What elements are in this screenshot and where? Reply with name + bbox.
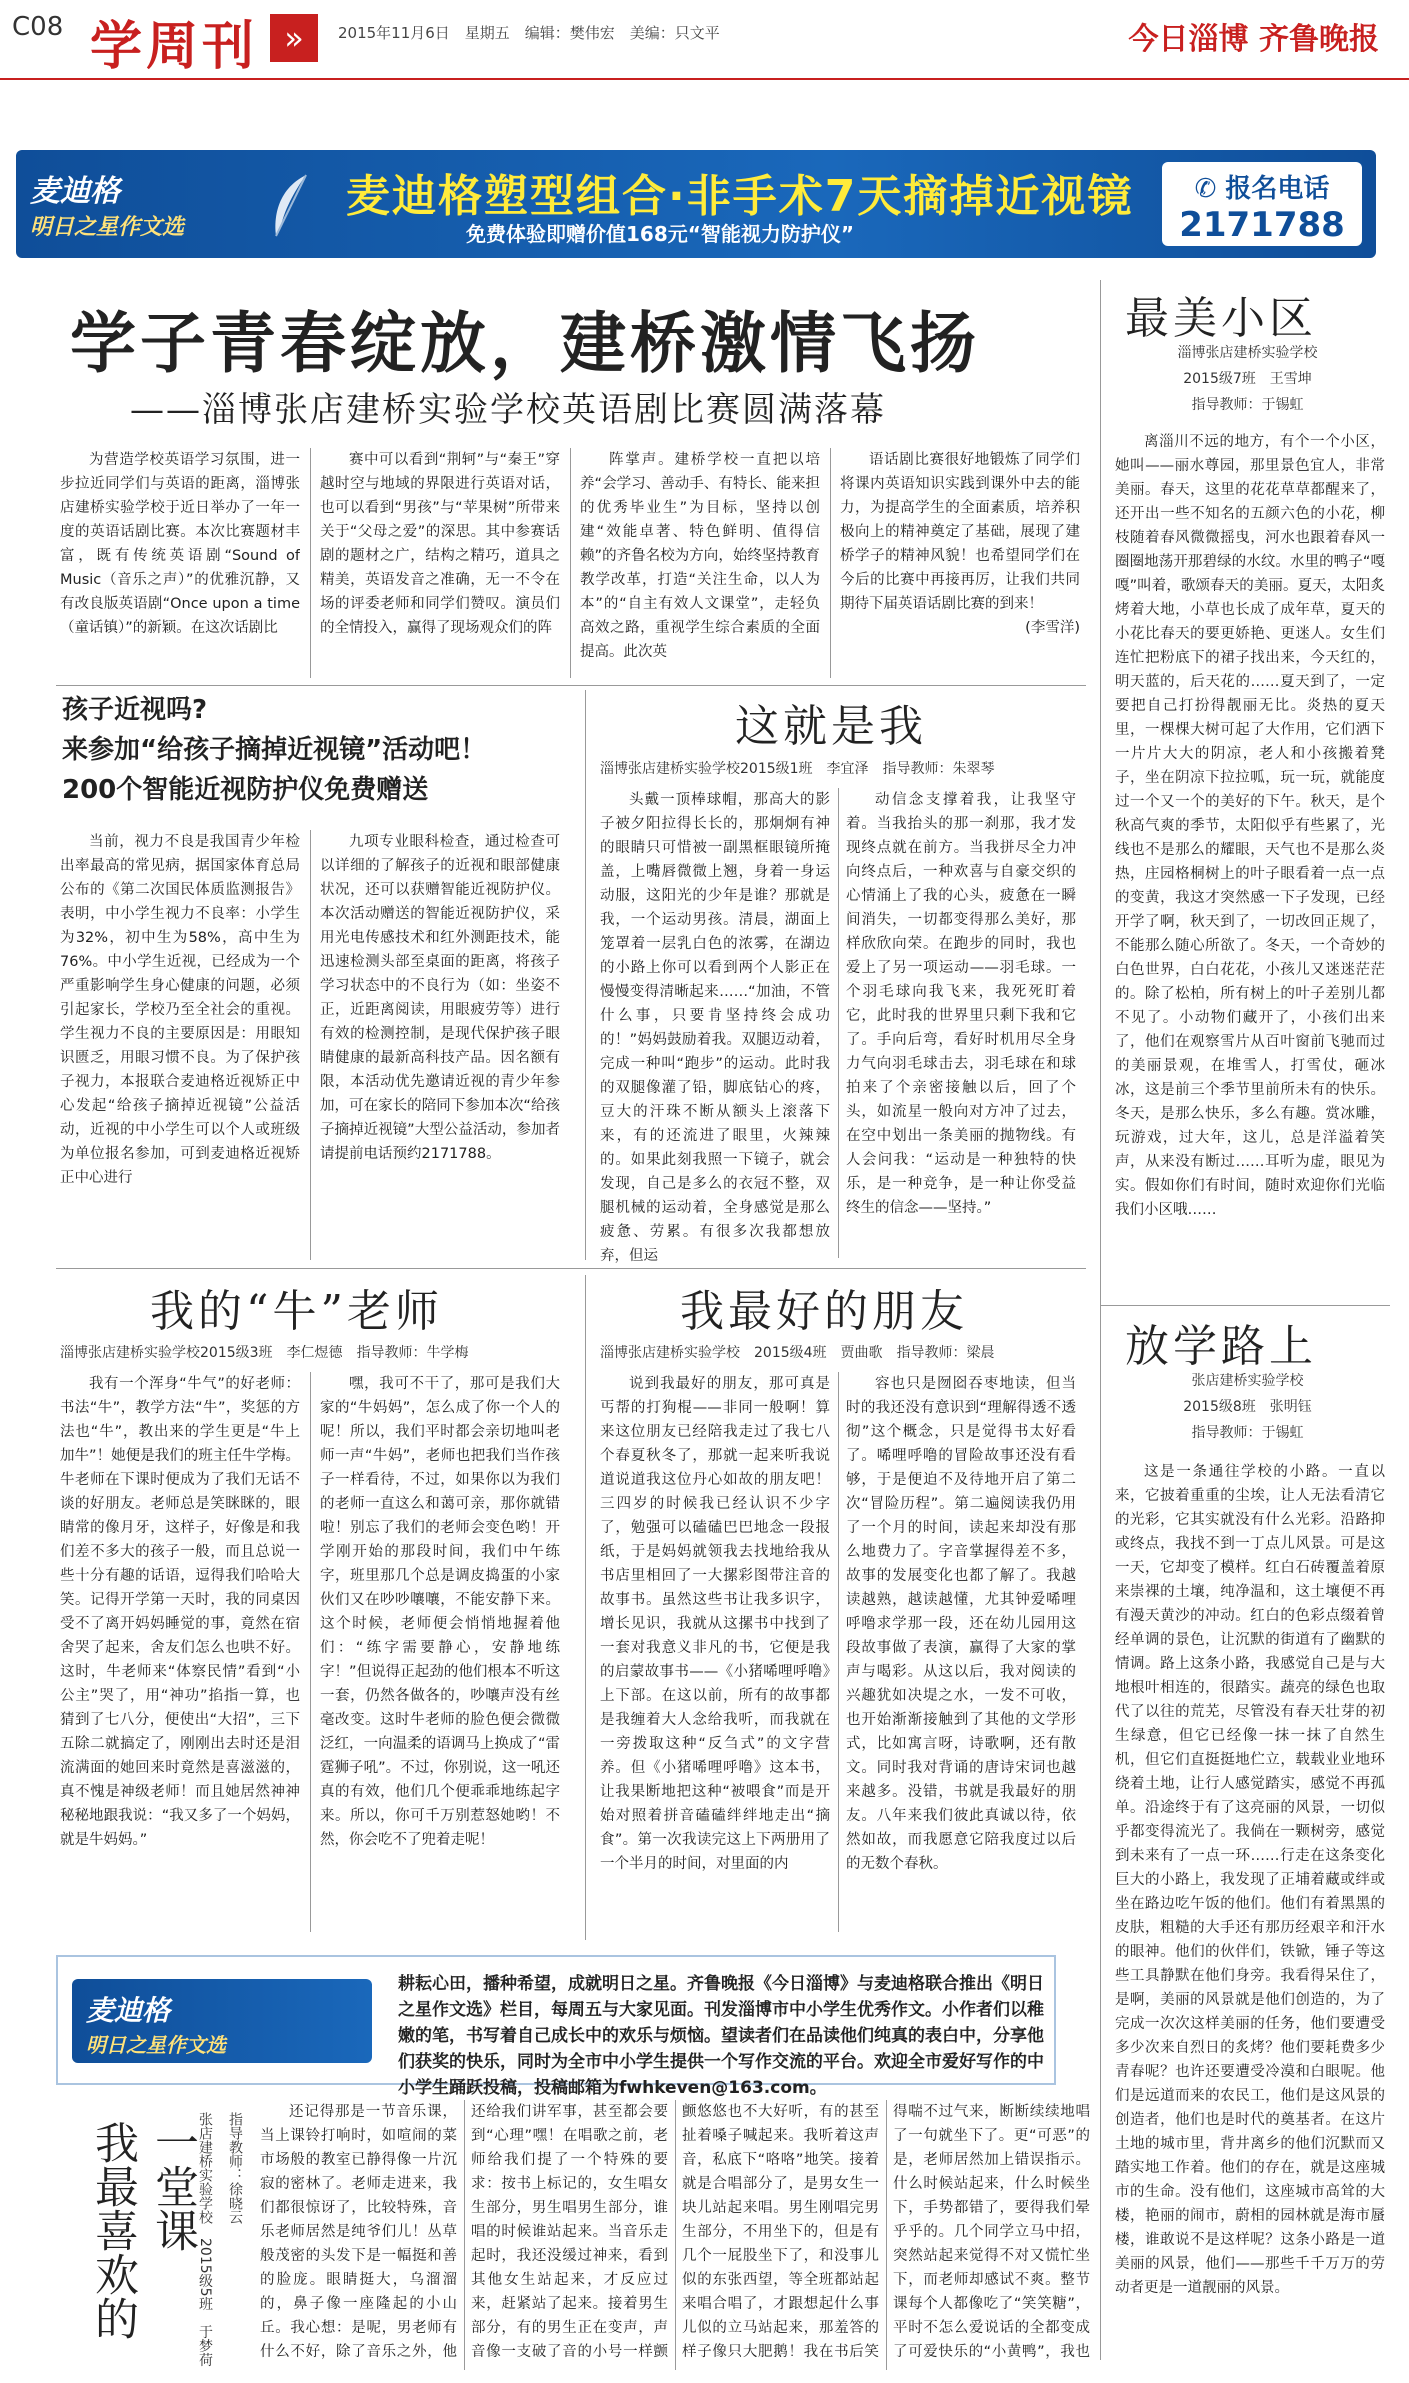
yitangke-teacher: 指导教师：徐晓云 xyxy=(227,2112,243,2224)
divider xyxy=(585,690,586,1260)
divider xyxy=(310,1372,311,1932)
fangxue-teacher: 指导教师：于锡虹 xyxy=(1191,1425,1304,1441)
myopia-col-1-text: 当前，视力不良是我国青少年检出率最高的常见病，据国家体育总局公布的《第二次国民体质监测报告》表明，中小学生视力不良率：小学生为32%，初中生为58%，高中生为76%。中小学生近视，已经成为一个严重影响学生身心健康的问题，必须引起家长，学校乃至全社会的重视。学生视力不良的主要原因是：用眼知识匮乏，用眼习惯不良。为了保护孩子视力，本报联合麦迪格近视矫正中心发起“给孩子摘掉近视镜”公益活动，近视的中小学生可以个人或班级为单位报名参加，可到麦迪格近视矫正中心进行 xyxy=(60,834,300,1186)
zuimei-title: 最美小区 xyxy=(1125,293,1317,344)
phone-icon: ✆ xyxy=(1194,174,1217,204)
article-niu-col-2-text: 嘿，我可不干了，那可是我们大家的“牛妈妈”，怎么成了你一个人的呢！所以，我们平时都会亲切地叫老师一声“牛妈”，老师也把我们当作孩子一样看待，不过，如果你以为我们的老师一直这么和蔼可亲，那你就错啦！别忘了我们的老师会变色哟！开学刚开始的那段时间，我们中午练字，班里那几个总是调皮捣蛋的小家伙们又在吵吵嚷嚷，不能安静下来。这个时候，老师便会悄悄地握着他们：“练字需要静心，安静地练字！”但说得正起劲的他们根本不听这一套，仍然各做各的，吵嚷声没有丝毫改变。这时牛老师的脸色便会微微泛红，一向温柔的语调马上换成了“雷霆狮子吼”。不过，你别说，这一吼还真的有效，他们几个便乖乖地练起字来。所以，你可千万别惹怒她哟！不然，你会吃不了兜着走呢！ xyxy=(320,1376,560,1848)
lead-author: (李雪洋) xyxy=(1025,620,1080,636)
lead-headline: 学子青春绽放，建桥激情飞扬 xyxy=(70,304,980,382)
ad2-logo-sub: 明日之星作文选 xyxy=(86,2033,226,2057)
divider xyxy=(1100,1305,1390,1306)
article-zhe-title: 这就是我 xyxy=(735,701,927,752)
lead-col-1 xyxy=(60,448,300,688)
lead-col-3-text: 阵掌声。建桥学校一直把以培养“会学习、善动手、有特长、能来担的优秀毕业生”为目标，坚持以创建“效能卓著、特色鲜明、值得信赖”的齐鲁名校为方向，始终坚持教育教学改革，打造“关注生命，以人为本”的“自主有效人文课堂”，走轻负高效之路，重视学生综合素质的全面提高。此次英 xyxy=(580,452,820,660)
lead-col-4 xyxy=(840,448,1080,688)
article-niu-col-1 xyxy=(60,1372,300,1942)
article-friend-byline: 淄博张店建桥实验学校 2015级4班 贾曲歌 指导教师：梁晨 xyxy=(600,1345,995,1361)
zuimei-author: 2015级7班 王雪坤 xyxy=(1183,371,1312,387)
ad-phone-label-text: 报名电话 xyxy=(1225,174,1330,204)
yitangke-title: 一堂课 xyxy=(147,2120,198,2252)
ad-banner[interactable] xyxy=(16,150,1376,258)
divider xyxy=(56,685,1086,686)
lead-col-2-text: 赛中可以看到“荆轲”与“秦王”穿越时空与地域的界限进行英语对话，也可以看到“男孩”与“苹果树”所带来关于“父母之爱”的深思。其中参赛话剧的题材之广，结构之精巧，道具之精美，英语发音之准确，无一不令在场的评委老师和同学们赞叹。演员们的全情投入，赢得了现场观众们的阵 xyxy=(320,452,560,636)
myopia-headline xyxy=(62,690,486,810)
ad2-logo-text: 麦迪格 xyxy=(86,1994,171,2027)
divider xyxy=(570,448,571,678)
fangxue-byline xyxy=(1110,1368,1385,1446)
issue-meta: 2015年11月6日 星期五 编辑：樊伟宏 美编：只文平 xyxy=(338,24,720,42)
divider xyxy=(310,830,311,1260)
article-zhe-byline: 淄博张店建桥实验学校2015级1班 李宜泽 指导教师：朱翠琴 xyxy=(600,761,995,777)
article-friend-col-1 xyxy=(600,1372,830,1942)
ad-phone-label xyxy=(1162,168,1362,205)
section-title: 学周刊 xyxy=(90,16,259,77)
myopia-head-2: 来参加“给孩子摘掉近视镜”活动吧！ xyxy=(62,735,487,765)
yitangke-school: 张店建桥实验学校 2015级5班 于梦荷 xyxy=(197,2112,213,2367)
zuimei-byline xyxy=(1110,340,1385,418)
masthead xyxy=(0,0,1409,80)
page-number: C08 xyxy=(12,12,64,42)
essay-column-ad[interactable] xyxy=(56,1955,1056,2098)
zuimei-school: 淄博张店建桥实验学校 xyxy=(1177,345,1318,361)
newspaper-brand: 今日淄博 齐鲁晚报 xyxy=(1128,22,1379,57)
myopia-col-2 xyxy=(320,830,560,1270)
article-niu-col-2 xyxy=(320,1372,560,1942)
ad-logo-text: 麦迪格 xyxy=(30,174,120,209)
ad-logo xyxy=(30,166,184,241)
ad2-logo xyxy=(72,1979,372,2063)
divider xyxy=(1100,280,1101,2360)
article-zhe-col-2 xyxy=(846,788,1076,1268)
ad-phone-number: 2171788 xyxy=(1179,205,1345,245)
yitangke-title-2: 我最喜欢的 xyxy=(87,2120,138,2340)
lead-col-2 xyxy=(320,448,560,688)
divider xyxy=(585,1275,586,1940)
zuimei-teacher: 指导教师：于锡虹 xyxy=(1191,397,1304,413)
fangxue-body xyxy=(1115,1460,1385,2370)
zuimei-body-text: 离淄川不远的地方，有个一个小区，她叫——丽水尊园，那里景色宜人，非常美丽。春天，这里的花花草草都醒来了，还开出一些不知名的五颜六色的小花，柳枝随着春风微微摇曳，河水也跟着春风一圈圈地荡开那碧绿的水纹。水里的鸭子“嘎嘎”叫着，歌颂春天的美丽。夏天，太阳炙烤着大地，小草也长成了成年草，夏天的小花比春天的要更娇艳、更迷人。女生们连忙把粉底下的裙子找出来，今天红的，明天蓝的，后天花的……夏天到了，一定要把自己打扮得靓丽无比。炎热的夏天里，一棵棵大树可起了大作用，它们洒下一片片大大的阴凉，老人和小孩搬着凳子，坐在阴凉下拉拉呱，玩一玩，就能度过一个又一个的美好的下午。秋天，是个秋高气爽的季节，太阳似乎有些累了，光线也不是那么的耀眼，天气也不是那么炎热，庄园格桐树上的叶子眼看着一点一点的变黄，我这才突然感一下子发现，已经开学了啊，秋天到了，一切改回正规了，不能那么随心所欲了。冬天，一个奇妙的白色世界，白白花花，小孩儿又迷迷茫茫的。除了松柏，所有树上的叶子差别儿都不见了。小动物们藏开了，小孩们出来了，他们在观察雪片从百叶窗前飞驰而过的美丽景观，在堆雪人，打雪仗，砸冰冰，这是前三个季节里前所未有的快乐。冬天，是那么快乐，多么有趣。赏冰雕，玩游戏，过大年，这儿，总是洋溢着笑声，从来没有断过……耳听为虚，眼见为实。假如你们有时间，随时欢迎你们光临我们小区哦…… xyxy=(1115,434,1385,1218)
ad-phone-box[interactable] xyxy=(1162,162,1362,246)
article-friend-title: 我最好的朋友 xyxy=(680,1286,968,1337)
ad-subline: 免费体验即赠价值168元“智能视力防护仪” xyxy=(466,222,855,246)
article-friend-col-2 xyxy=(846,1372,1076,1942)
article-zhe-col-1 xyxy=(600,788,830,1268)
article-friend-col-2-text: 容也只是囫囵吞枣地读，但当时的我还没有意识到“理解得透不透彻”这个概念，只是觉得书太好看了。唏哩呼噜的冒险故事还没有看够，于是便迫不及待地开启了第二次“冒险历程”。第二遍阅读我仍用了一个月的时间，读起来却没有那么地费力了。字音掌握得差不多，故事的发展变化也都了解了。我越读越熟，越读越懂，尤其钟爱唏哩呼噜求学那一段，还在幼儿园用这段故事做了表演，赢得了大家的掌声与喝彩。从这以后，我对阅读的兴趣犹如决堤之水，一发不可收，也开始渐渐接触到了其他的文学形式，比如寓言呀，诗歌啊，还有散文。同时我对背诵的唐诗宋词也越来越多。没错，书就是我最好的朋友。八年来我们彼此真诚以待，依然如故，而我愿意它陪我度过以后的无数个春秋。 xyxy=(846,1376,1076,1872)
ad-headline: 麦迪格塑型组合·非手术7天摘掉近视镜 xyxy=(346,171,1134,222)
divider xyxy=(56,1268,1086,1269)
fangxue-school: 张店建桥实验学校 xyxy=(1191,1373,1304,1389)
myopia-col-2-text: 九项专业眼科检查，通过检查可以详细的了解孩子的近视和眼部健康状况，还可以获赠智能近视防护仪。本次活动赠送的智能近视防护仪，采用光电传感技术和红外测距技术，能迅速检测头部至桌面的距离，将孩子学习状态中的不良行为（如：坐姿不正，近距离阅读，用眼疲劳等）进行有效的检测控制，是现代保护孩子眼睛健康的最新高科技产品。因名额有限，本活动优先邀请近视的青少年参加，可在家长的陪同下参加本次“给孩子摘掉近视镜”大型公益活动，参加者请提前电话预约2171788。 xyxy=(320,834,560,1162)
double-arrow-icon: » xyxy=(270,14,318,62)
ad-logo-sub: 明日之星作文选 xyxy=(30,214,185,240)
lead-col-1-text: 为营造学校英语学习氛围，进一步拉近同学们与英语的距离，淄博张店建桥实验学校于近日举办了一年一度的英语话剧比赛。本次比赛题材丰富，既有传统英语剧“Sound of Music（音乐之声）”的优雅沉静，又有改良版英语剧“Once upon a time（童话镇）”的新颖。在这次话剧比 xyxy=(60,452,300,636)
article-niu-col-1-text: 我有一个浑身“牛气”的好老师：书法“牛”，教学方法“牛”，奖惩的方法也“牛”，教出来的学生更是“牛上加牛”！她便是我们的班主任牛学梅。牛老师在下课时便成为了我们无话不谈的好朋友。老师总是笑眯眯的，眼睛常的像月牙，这样子，好像是和我们差不多大的孩子一般，而且总说一些十分有趣的话语，逗得我们哈哈大笑。记得开学第一天时，我的同桌因受不了离开妈妈睡觉的事，竟然在宿舍哭了起来，舍友们怎么也哄不好。这时，牛老师来“体察民情”看到“小公主”哭了，用“神功”掐指一算，也猜到了七八分，便使出“大招”，三下五除二就搞定了，刚刚出去时还是泪流满面的她回来时竟然是喜滋滋的，真不愧是神级老师！而且她居然神神秘秘地跟我说：“我又多了一个妈妈，就是牛妈妈。” xyxy=(60,1376,300,1848)
fangxue-author: 2015级8班 张明钰 xyxy=(1183,1399,1312,1415)
divider xyxy=(830,448,831,678)
article-zhe-col-1-text: 头戴一顶棒球帽，那高大的影子被夕阳拉得长长的，那炯炯有神的眼睛只可惜被一副黑框眼镜所掩盖，上嘴唇微微上翘，身着一身运动服，这阳光的少年是谁？那就是我，一个运动男孩。清晨，湖面上笼罩着一层乳白色的浓雾，在湖边的小路上你可以看到两个人影正在慢慢变得清晰起来……“加油，不管什么事，只要肯坚持终会成功的！”妈妈鼓励着我。双腿迈动着，完成一种叫“跑步”的运动。此时我的双腿像灌了铅，脚底钻心的疼，豆大的汗珠不断从额头上滚落下来，有的还流进了眼里，火辣辣的。如果此刻我照一下镜子，就会发现，自己是多么的衣冠不整，双腿机械的运动着，全身感觉是那么疲惫、劳累。有很多次我都想放弃，但运 xyxy=(600,792,830,1264)
fangxue-body-text: 这是一条通往学校的小路。一直以来，它披着重重的尘埃，让人无法看清它的光彩，它其实就没有什么光彩。沿路抑或终点，我找不到一丁点儿风景。可是这一天，它却变了模样。红白石砖覆盖着原来崇裸的土壤，纯净温和，这土壤便不再有漫天黄沙的冲动。红白的色彩点缀着曾经单调的景色，让沉默的街道有了幽默的情调。路上这条小路，我感觉自己是与大地根叶相连的，很踏实。蔬亮的绿色也取代了以往的荒芜，尽管没有春天壮芽的初生绿意，但它已经像一抹一抹了自然生机，但它们直挺挺地伫立，载载业业地环绕着土地，让行人感觉踏实，感觉不再孤单。沿途终于有了这亮丽的风景，一切似乎都变得流光了。我倘在一颗树旁，感觉到未来有了一点一环……行走在这条变化巨大的小路上，我发现了正埔着藏或绊或坐在路边吃午饭的他们。他们有着黑黑的皮肤，粗糙的大手还有那历经艰辛和汗水的眼神。他们的伙伴们，铁锨，锤子等这些工具静默在他们身旁。我看得呆住了，是啊，美丽的风景就是他们创造的，为了完成一次次这样美丽的任务，他们要遭受多少次来自烈日的炙烤？他们要耗费多少青春呢？也许还要遭受冷漠和白眼呢。他们是远道而来的农民工，他们是这风景的创造者，他们也是时代的奠基者。在这片土地的城市里，背井离乡的他们沉默而又踏实地工作着。他们的存在，就是这座城市的生命。没有他们，这座城市高耸的大楼，艳丽的闹市，蔚相的园林就是海市蜃楼，谁敢说不是这样呢？这条小路是一道美丽的风景，他们——那些千千万万的劳动者更是一道靓丽的风景。 xyxy=(1115,1464,1385,2296)
divider xyxy=(310,448,311,678)
article-friend-col-1-text: 说到我最好的朋友，那可真是丐帮的打狗棍——非同一般啊！算来这位朋友已经陪我走过了我七八个春夏秋冬了，那就一起来听我说道说道我这位丹心如故的朋友吧！三四岁的时候我已经认识不少字了，勉强可以磕磕巴巴地念一段报纸，于是妈妈就领我去找地给我从书店里相回了一大摞彩图带注音的故事书。虽然这些书让我多识字，增长见识，我就从这摞书中找到了一套对我意义非凡的书，它便是我的启蒙故事书——《小猪唏哩呼噜》上下部。在这以前，所有的故事都是我缠着大人念给我听，而我就在一旁拨取这种“反刍式”的文字营养。但《小猪唏哩呼噜》这本书，让我果断地把这种“被喂食”而是开始对照着拼音磕磕绊绊地走出“摘食”。第一次我读完这上下两册用了一个半月的时间，对里面的内 xyxy=(600,1376,830,1872)
fangxue-title: 放学路上 xyxy=(1125,1321,1317,1372)
lead-subheadline: ——淄博张店建桥实验学校英语剧比赛圆满落幕 xyxy=(130,390,886,430)
ad2-text: 耕耘心田，播种希望，成就明日之星。齐鲁晚报《今日淄博》与麦迪格联合推出《明日之星作文选》栏目，每周五与大家见面。刊发淄博市中小学生优秀作文。小作者们以稚嫩的笔，书写着自己成长中的欢乐与烦恼。望读者们在品读他们纯真的表白中，分享他们获奖的快乐，同时为全市中小学生提供一个写作交流的平台。欢迎全市爱好写作的中小学生踊跃投稿，投稿邮箱为fwhkeven@163.com。 xyxy=(398,1974,1044,2098)
yitangke-body xyxy=(260,2100,1090,2370)
article-niu-byline: 淄博张店建桥实验学校2015级3班 李仁煜德 指导教师：牛学梅 xyxy=(60,1345,469,1361)
article-zhe-col-2-text: 动信念支撑着我，让我坚守着。当我抬头的那一刹那，我才发现终点就在前方。当我拼尽全力冲向终点后，一种欢喜与自豪交织的心情涌上了我的心头，疲惫在一瞬间消失，一切都变得那么美好，那样欣欣向荣。在跑步的同时，我也爱上了另一项运动——羽毛球。一个羽毛球向我飞来，我死死盯着它，此时我的世界里只剩下我和它了。手向后弯，看好时机用尽全身力气向羽毛球击去，羽毛球在和球拍来了个亲密接触以后，回了个头，如流星一般向对方冲了过去，在空中划出一条美丽的抛物线。有人会问我：“运动是一种独特的快乐，是一种竞争，是一种让你受益终生的信念——坚持。” xyxy=(846,792,1076,1216)
yitangke-body-text: 还记得那是一节音乐课，当上课铃打响时，如喧闹的菜市场般的教室已静得像一片沉寂的密林了。老师走进来，我们都很惊讶了，比较特殊，音乐老师居然是纯爷们儿！丛草般茂密的头发下是一幅挺和善的脸庞。眼睛挺大，乌溜溜的，鼻子像一座隆起的小山丘。我心想：是呢，男老师有什么不好，除了音乐之外，他还给我们讲军事，甚至都会要到“心理”嘿！在唱歌之前，老师给我们提了一个特殊的要求：按书上标记的，女生唱女生部分，男生唱男生部分，谁唱的时候谁站起来。当音乐走起时，我还没缓过神来，看到其他女生站起来，才反应过来，赶紧站了起来。接着男生部分，有的男生正在变声，声音像一支破了音的小号一样颤颤悠悠也不大好听，有的甚至扯着嗓子喊起来。我听着这声音，私底下“咯咯”地笑。接着就是合唱部分了，是男女生一块儿站起来唱。男生刚唱完男生部分，不用坐下的，但是有几个一屁股坐下了，和没事儿似的东张西望，等全班都站起来唱合唱了，才跟想起什么事儿似的立马站起来，那羞答的样子像只大肥鹅！我在书后笑得喘不过气来，断断续续地唱了一句就坐下了。更“可恶”的是，老师居然加上错误指示。什么时候站起来，什么时候坐下，手势都错了，要得我们晕乎乎的。几个同学立马中招，突然站起来觉得不对又慌忙坐下，而老师却感试不爽。整节课每个人都像吃了“笑笑糖”，平时不怎么爱说话的全都变成了可爱快乐的“小黄鸭”，我也 xyxy=(260,2104,1090,2360)
myopia-head-3: 200个智能近视防护仪免费赠送 xyxy=(62,775,429,805)
article-niu-title: 我的“牛”老师 xyxy=(150,1286,443,1337)
divider xyxy=(838,788,839,1258)
feather-icon xyxy=(266,170,316,240)
myopia-col-1 xyxy=(60,830,300,1270)
lead-col-3 xyxy=(580,448,820,688)
zuimei-body xyxy=(1115,430,1385,1310)
lead-col-4-text: 语话剧比赛很好地锻炼了同学们将课内英语知识实践到课外中去的能力，为提高学生的全面素质，培养积极向上的精神奠定了基础，展现了建桥学子的精神风貌！也希望同学们在今后的比赛中再接再厉，让我们共同期待下届英语话剧比赛的到来！ xyxy=(840,452,1080,612)
myopia-head-1: 孩子近视吗? xyxy=(62,695,208,725)
divider xyxy=(838,1372,839,1932)
